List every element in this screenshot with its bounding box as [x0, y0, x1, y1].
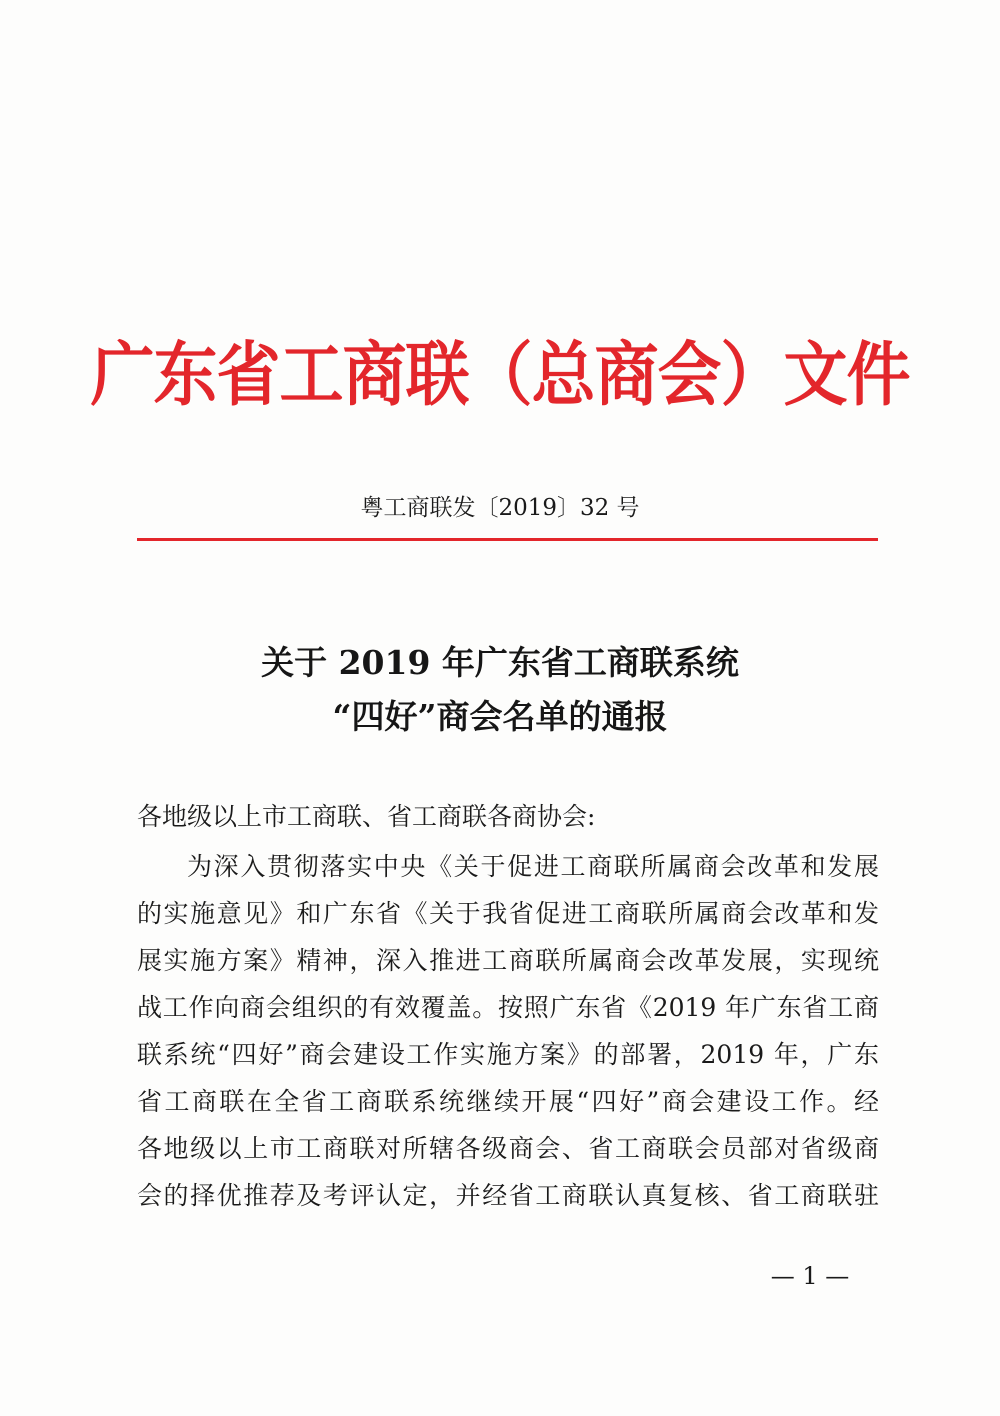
notice-title-line-2: “四好”商会名单的通报 [332, 697, 668, 736]
red-divider-rule [137, 538, 878, 541]
body-line: 会的择优推荐及考评认定，并经省工商联认真复核、省工商联驻 [137, 1181, 879, 1210]
notice-title-line-1: 关于 2019 年广东省工商联系统 [261, 643, 739, 682]
body-line: 省工商联在全省工商联系统继续开展“四好”商会建设工作。经 [137, 1087, 879, 1116]
page-number: — 1 — [770, 1262, 850, 1290]
body-line: 各地级以上市工商联对所辖各级商会、省工商联会员部对省级商 [137, 1134, 879, 1163]
body-line: 战工作向商会组织的有效覆盖。按照广东省《2019 年广东省工商 [137, 993, 879, 1022]
body-line: 展实施方案》精神，深入推进工商联所属商会改革发展，实现统 [137, 946, 879, 975]
document-header-title: 广东省工商联（总商会）文件 [90, 334, 910, 416]
body-line: 为深入贯彻落实中央《关于促进工商联所属商会改革和发展 [187, 852, 879, 881]
document-number: 粤工商联发〔2019〕32 号 [360, 495, 640, 521]
salutation: 各地级以上市工商联、省工商联各商协会: [137, 802, 596, 831]
body-line: 的实施意见》和广东省《关于我省促进工商联所属商会改革和发 [137, 899, 879, 928]
body-line: 联系统“四好”商会建设工作实施方案》的部署，2019 年，广东 [137, 1040, 879, 1069]
